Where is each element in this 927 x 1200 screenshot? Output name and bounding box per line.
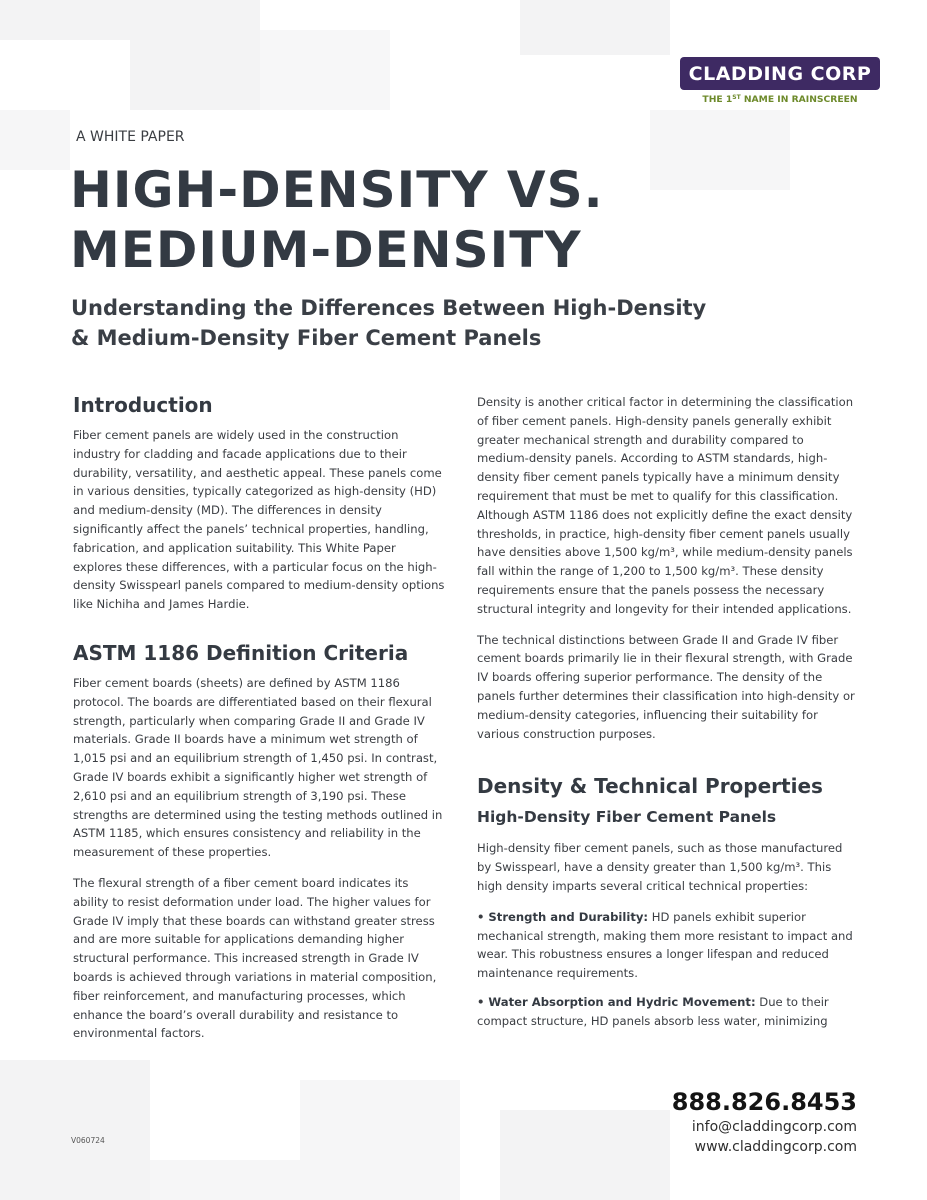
bullet-title: Strength and Durability: xyxy=(488,909,649,924)
bullet-dot: • xyxy=(477,994,485,1009)
page-title: HIGH-DENSITY VS. MEDIUM-DENSITY xyxy=(70,161,604,279)
list-item xyxy=(477,908,857,983)
right-column xyxy=(477,393,857,1041)
astm-paragraph-1: Fiber cement boards (sheets) are defined by ASTM 1186 protocol. The boards are differentiated based on their flexural strength, particularly when comparing Grade II and Grade IV materials. Grade II boards have a minimum wet strength of 1,015 psi and an equilibrium strength of 1,450 psi. In contrast, Grade IV boards exhibit a significantly higher wet strength of 2,610 psi and an equilibrium strength of 3,190 psi. These strengths are determined using the testing methods outlined in ASTM 1185, which ensures consistency and reliability in the measurement of these properties. xyxy=(73,675,443,860)
contact-website[interactable]: www.claddingcorp.com xyxy=(694,1139,857,1155)
document-code: V060724 xyxy=(71,1136,105,1145)
bullet-dot: • xyxy=(477,909,485,924)
intro-paragraph: Fiber cement panels are widely used in the construction industry for cladding and facade applications due to their durability, versatility, and aesthetic appeal. These panels come in various densities, typically categorized as high-density (HD) and medium-density (MD). The differences in density significantly affect the panels’ technical properties, handling, fabrication, and application suitability. This White Paper explores these differences, with a particular focus on the high-density Swisspearl panels compared to medium-density options like Nichiha and James Hardie. xyxy=(73,428,445,612)
bullet-text: Due to their compact structure, HD panels absorb less water, minimizing xyxy=(477,994,829,1028)
section-heading-density: Density & Technical Properties xyxy=(477,774,823,799)
contact-phone[interactable]: 888.826.8453 xyxy=(671,1088,857,1116)
left-column xyxy=(73,392,445,1055)
section-heading-astm: ASTM 1186 Definition Criteria xyxy=(73,640,409,665)
subheading-high-density: High-Density Fiber Cement Panels xyxy=(477,808,777,827)
contact-email[interactable]: info@claddingcorp.com xyxy=(691,1119,857,1135)
brand-logo xyxy=(680,57,880,90)
brand-tagline: THE 1ST NAME IN RAINSCREEN xyxy=(702,94,858,105)
astm-paragraph-2: The flexural strength of a fiber cement board indicates its ability to resist deformation under load. The higher values for Grade IV imply that these boards can withstand greater stress and are more suitable for applications demanding higher structural performance. This increased strength in Grade IV boards is achieved through variations in material composition, fiber reinforcement, and manufacturing processes, which enhance the board’s overall durability and resistance to environmental factors. xyxy=(73,875,437,1041)
document-kicker: A WHITE PAPER xyxy=(76,129,185,145)
bullet-text: HD panels exhibit superior mechanical strength, making them more resistant to impact and wear. This robustness ensures a longer lifespan and reduced maintenance requirements. xyxy=(477,909,853,981)
section-heading-introduction: Introduction xyxy=(73,393,213,417)
page-subtitle: Understanding the Differences Between High-Density & Medium-Density Fiber Cement Panels xyxy=(71,296,707,350)
bullet-title: Water Absorption and Hydric Movement: xyxy=(488,994,756,1009)
list-item xyxy=(477,993,857,1031)
brand-name: CLADDING CORP xyxy=(688,62,872,85)
high-density-paragraph: High-density fiber cement panels, such as those manufactured by Swisspearl, have a density greater than 1,500 kg/m³. This high density imparts several critical technical properties: xyxy=(477,841,843,893)
density-paragraph-2: The technical distinctions between Grade II and Grade IV fiber cement boards primarily lie in their flexural strength, with Grade IV boards offering superior performance. The density of the panels further determines their classification into high-density or medium-density categories, influencing their suitability for various construction purposes. xyxy=(477,632,855,741)
density-paragraph-1: Density is another critical factor in determining the classification of fiber cement panels. High-density panels generally exhibit greater mechanical strength and durability compared to medium-density panels. According to ASTM standards, high-density fiber cement panels typically have a minimum density requirement that must be met to qualify for this classification. Although ASTM 1186 does not explicitly define the exact density thresholds, in practice, high-density fiber cement panels usually have densities above 1,500 kg/m³, while medium-density panels fall within the range of 1,200 to 1,500 kg/m³. These density requirements ensure that the panels possess the necessary structural integrity and longevity for their intended applications. xyxy=(477,395,854,616)
